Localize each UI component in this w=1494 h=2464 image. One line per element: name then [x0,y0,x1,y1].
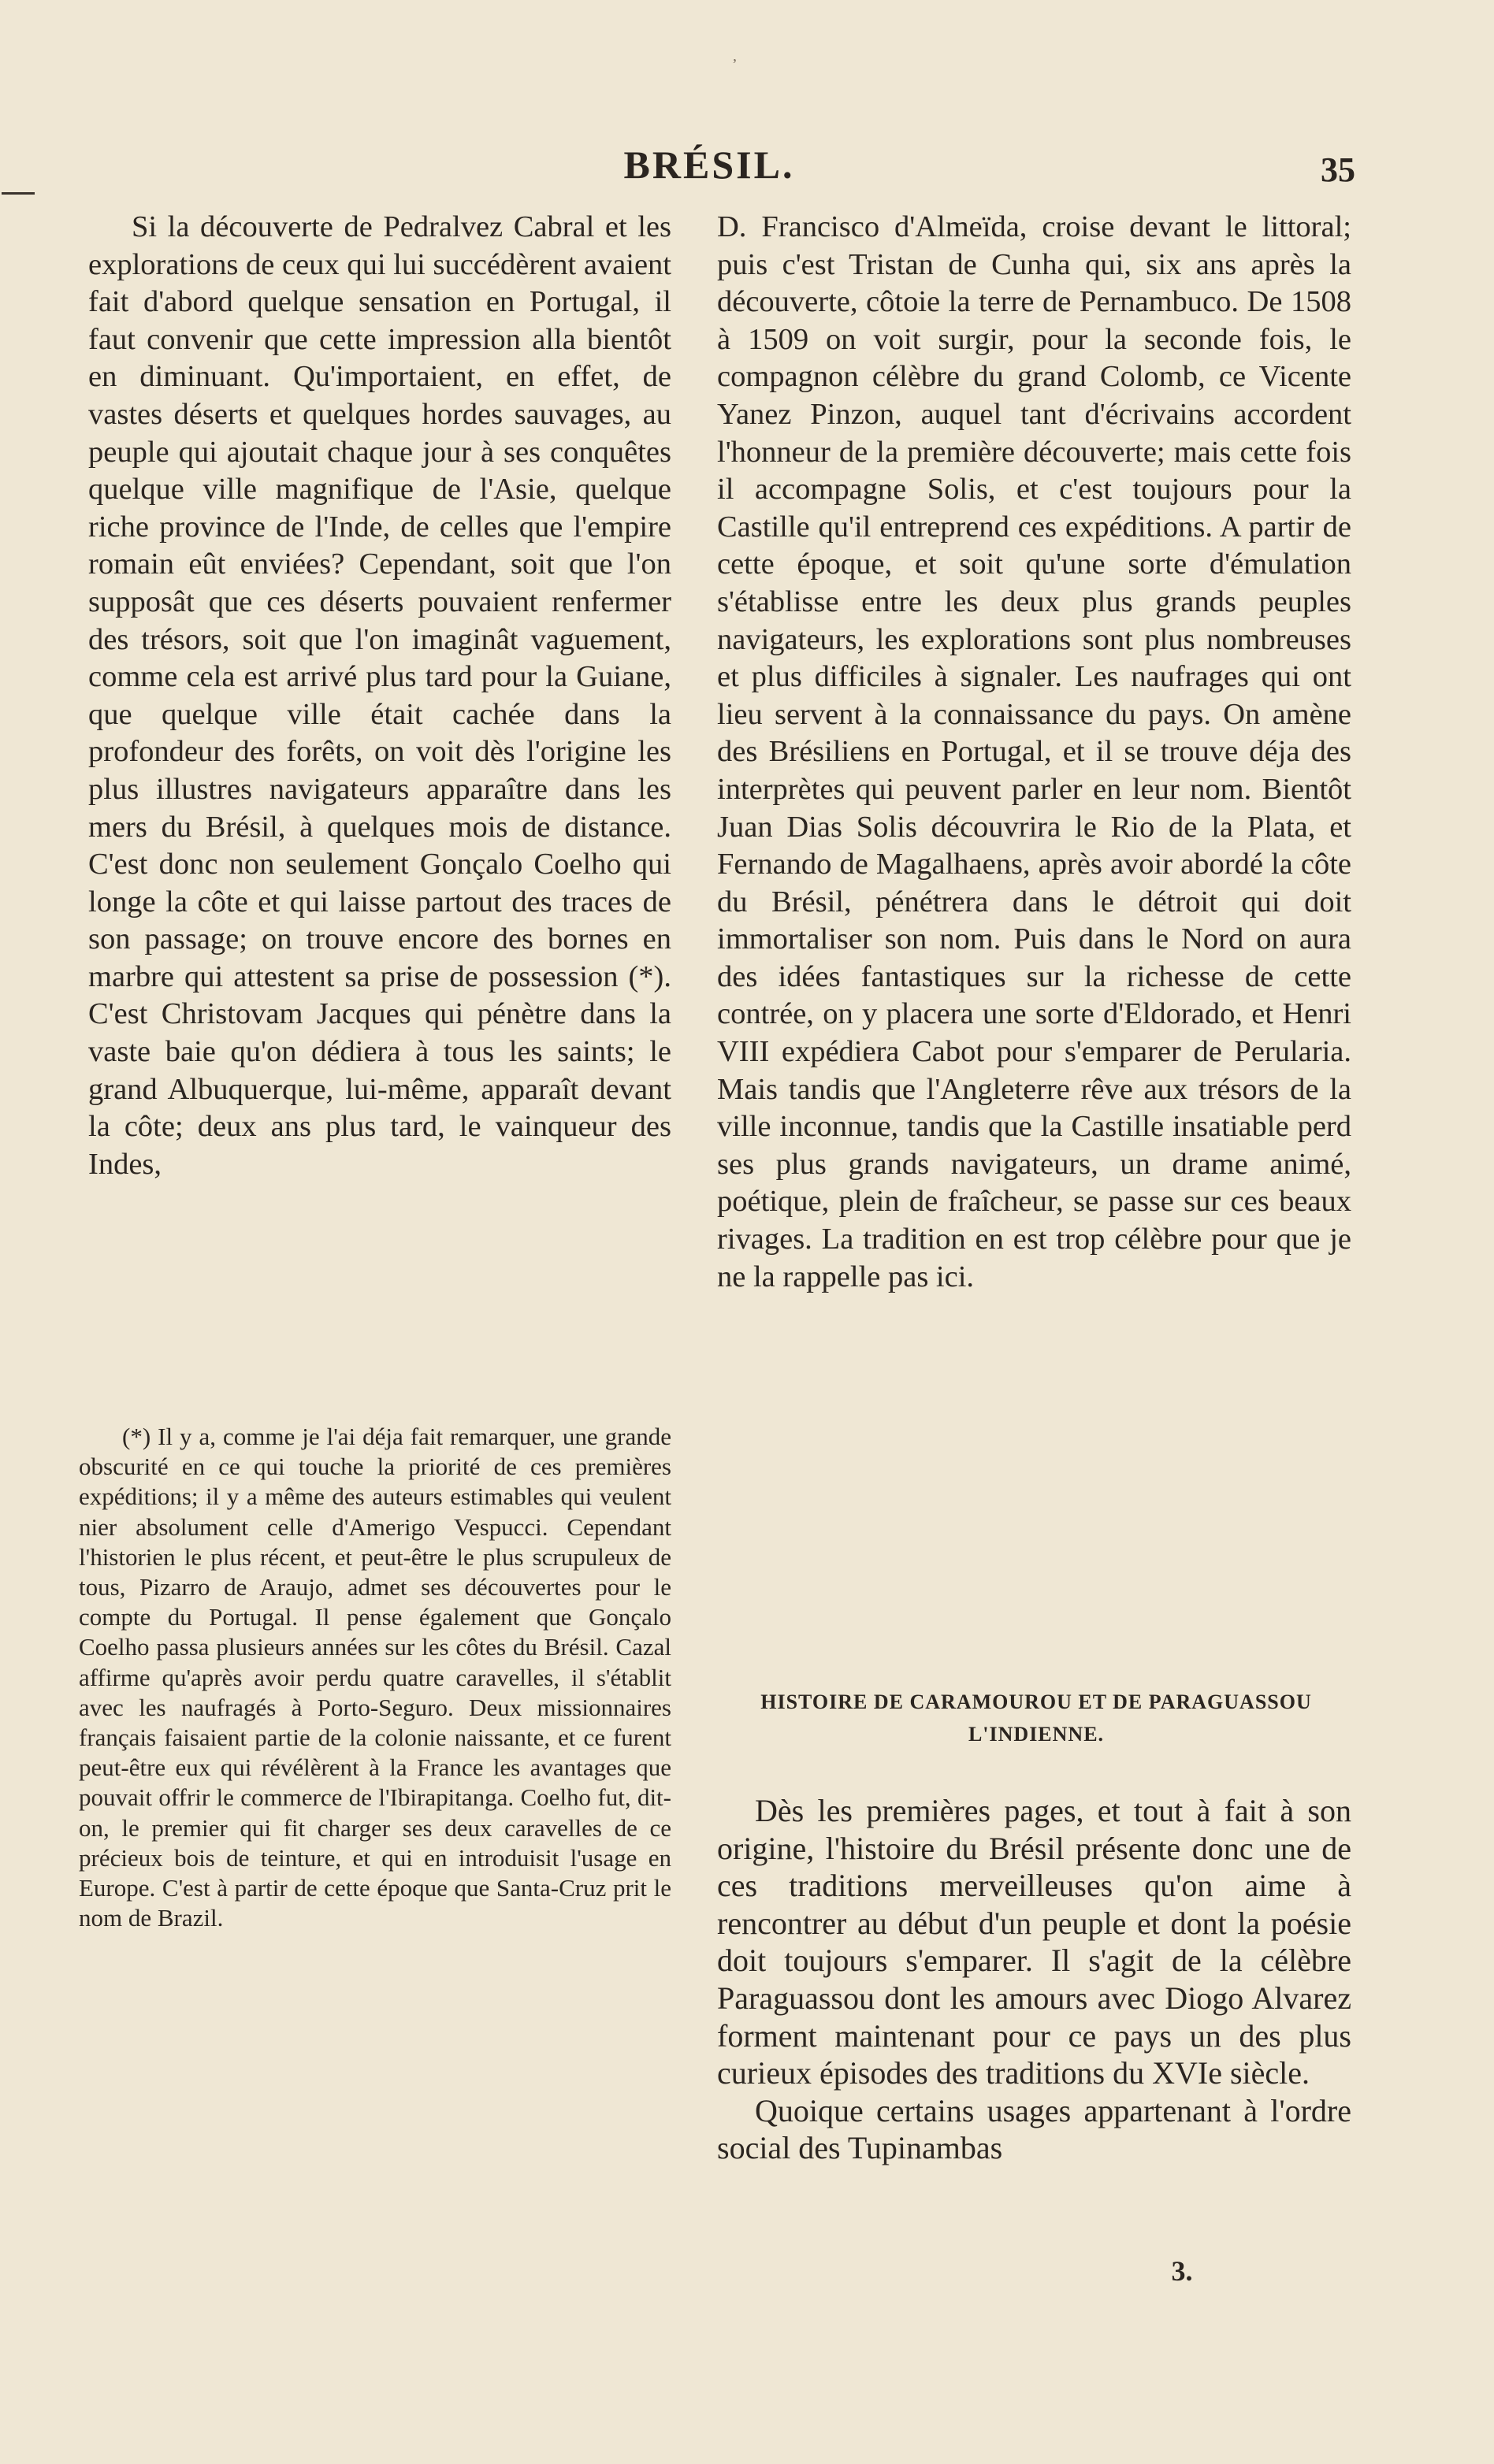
section-heading: HISTOIRE DE CARAMOUROU ET DE PARAGUASSOU L'INDIENNE. [760,1690,1312,1746]
running-header-title: BRÉSIL. [623,143,795,187]
section-paragraph-1: Dès les premières pages, et tout à fait à son origine, l'histoire du Brésil présente donc une de ces traditions merveilleuses qu'on aime à rencontrer au début d'un peuple et dont la poésie doit toujours s'emparer. Il s'agit de la célèbre Paraguassou dont les amours avec Diogo Alvarez forment maintenant pour ce pays un des plus curieux épisodes des traditions du XVIe siècle. [717,1793,1351,2091]
page-number: 35 [1321,150,1355,189]
left-column [88,209,671,1183]
signature-mark: 3. [1171,2255,1193,2287]
footnote-text: (*) Il y a, comme je l'ai déja fait remarquer, une grande obscurité en ce qui touche la priorité de ces premières expéditions; il y a même des auteurs estimables qui veulent nier absolument celle d'Amerigo Vespucci. Cependant l'historien le plus récent, et peut-être le plus scrupuleux de tous, Pizarro de Araujo, admet ses découvertes pour le compte du Portugal. Il pense également que Gonçalo Coelho passa plusieurs années sur les côtes du Brésil. Cazal affirme qu'après avoir perdu quatre caravelles, il s'établit avec les naufragés à Porto-Seguro. Deux missionnaires français faisaient partie de la colonie naissante, et ce furent peut-être eux qui révélèrent à la France les avantages que pouvait offrir le commerce de l'Ibirapitanga. Coelho fut, dit-on, le premier qui fit charger ses deux caravelles de ce précieux bois de teinture, et qui en introduisit l'usage en Europe. C'est à partir de cette époque que Santa-Cruz prit le nom de Brazil. [79,1423,671,1932]
left-column-text: Si la découverte de Pedralvez Cabral et les explorations de ceux qui lui succédèrent avaient fait d'abord quelque sensation en Portugal, il faut convenir que cette impression alla bientôt en diminuant. Qu'importaient, en effet, de vastes déserts et quelques hordes sauvages, au peuple qui ajoutait chaque jour à ses conquêtes quelque ville magnifique de l'Asie, quelque riche province de l'Inde, de celles que l'empire romain eût enviées? Cependant, soit que l'on supposât que ces déserts pouvaient renfermer des trésors, soit que l'on imaginât vaguement, comme cela est arrivé plus tard pour la Guiane, que quelque ville était cachée dans la profondeur des forêts, on voit dès l'origine les plus illustres navigateurs apparaître dans les mers du Brésil, à quelques mois de distance. C'est donc non seulement Gonçalo Coelho qui longe la côte et qui laisse partout des traces de son passage; on trouve encore des bornes en marbre qui attestent sa prise de possession (*). C'est Christovam Jacques qui pénètre dans la vaste baie qu'on dédiera à tous les saints; le grand Albuquerque, lui-même, apparaît devant la côte; deux ans plus tard, le vainqueur des Indes, [88,210,671,1181]
section-body [717,1792,1351,2167]
margin-dash [2,192,35,195]
ink-mark: , [733,47,737,65]
section-paragraph-2: Quoique certains usages appartenant à l'ordre social des Tupinambas [717,2092,1351,2166]
footnote [79,1422,671,1933]
right-column-text: D. Francisco d'Almeïda, croise devant le littoral; puis c'est Tristan de Cunha qui, six ans après la découverte, côtoie la terre de Pernambuco. De 1508 à 1509 on voit surgir, pour la seconde fois, le compagnon célèbre du grand Colomb, ce Vicente Yanez Pinzon, auquel tant d'écrivains accordent l'honneur de la première découverte; mais cette fois il accompagne Solis, et c'est toujours pour la Castille qu'il entreprend ces expéditions. A partir de cette époque, et soit qu'une sorte d'émulation s'établisse entre les deux plus grands peuples navigateurs, les explorations sont plus nombreuses et plus difficiles à signaler. Les naufrages qui ont lieu servent à la connaissance du pays. On amène des Brésiliens en Portugal, et il se trouve déja des interprètes qui peuvent parler en leur nom. Bientôt Juan Dias Solis découvrira le Rio de la Plata, et Fernando de Magalhaens, après avoir abordé la côte du Brésil, pénétrera dans le détroit qui doit immortaliser son nom. Puis dans le Nord on aura des idées fantastiques sur la richesse de cette contrée, on y placera une sorte d'Eldorado, et Henri VIII expédiera Cabot pour s'emparer de Perularia. Mais tandis que l'Angleterre rêve aux trésors de la ville inconnue, tandis que la Castille insatiable perd ses plus grands navigateurs, un drame animé, poétique, plein de fraîcheur, se passe sur ces beaux rivages. La tradition en est trop célèbre pour que je ne la rappelle pas ici. [717,210,1351,1293]
right-column [717,209,1351,1296]
